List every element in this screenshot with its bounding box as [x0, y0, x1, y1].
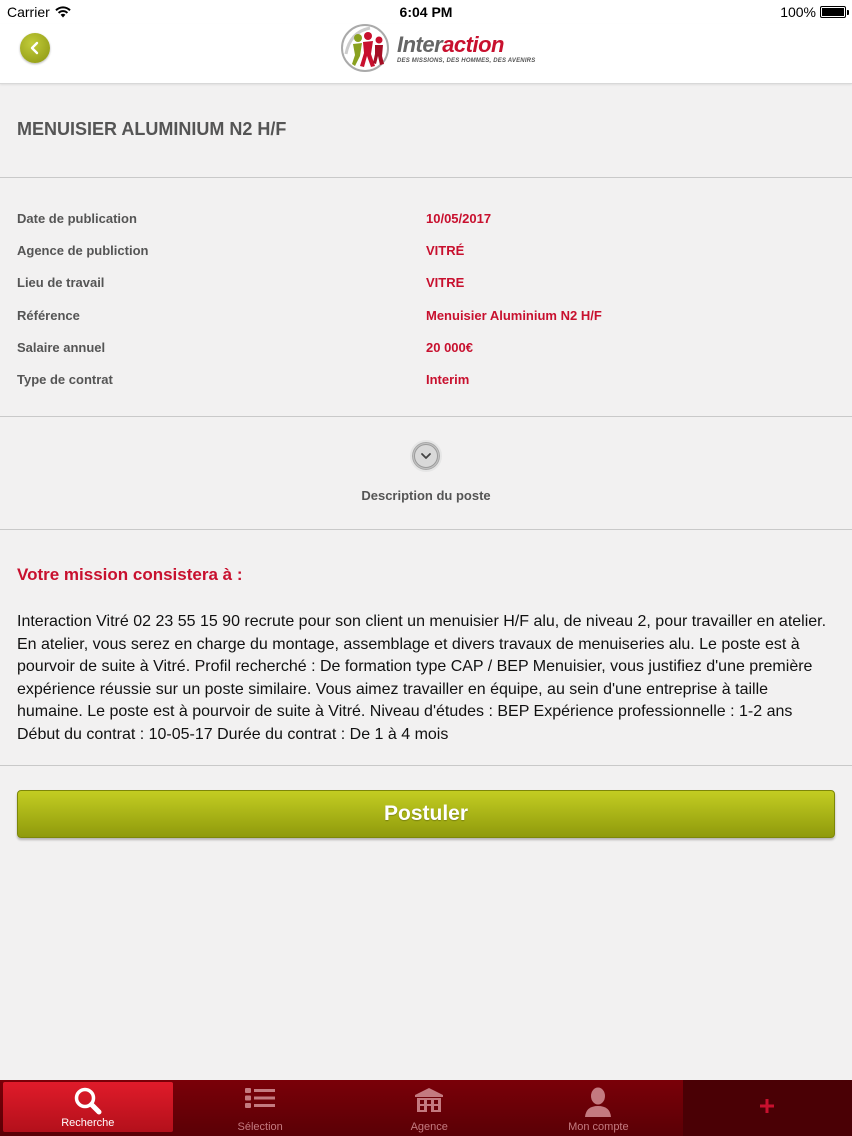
logo-tagline: DES MISSIONS, DES HOMMES, DES AVENIRS — [397, 58, 536, 64]
battery-icon — [820, 6, 846, 18]
logo-wordmark-prefix: Inter — [397, 32, 443, 57]
detail-row-date — [0, 205, 852, 237]
job-title: MENUISIER ALUMINIUM N2 H/F — [17, 119, 287, 139]
plus-icon — [759, 1098, 775, 1114]
navigation-bar — [0, 24, 852, 84]
tab-label: Sélection — [237, 1121, 283, 1133]
expand-description-button[interactable] — [410, 440, 442, 472]
back-button[interactable] — [20, 33, 50, 63]
logo-wordmark — [397, 32, 504, 58]
tab-selection[interactable] — [176, 1080, 345, 1136]
tab-label: Recherche — [61, 1117, 115, 1129]
detail-label: Lieu de travail — [17, 275, 105, 291]
description-toggle-label: Description du poste — [361, 488, 491, 503]
status-bar — [0, 0, 852, 24]
list-icon — [244, 1086, 276, 1110]
detail-value: Menuisier Aluminium N2 H/F — [426, 307, 602, 323]
divider — [0, 529, 852, 530]
tab-label: Agence — [410, 1121, 448, 1133]
tab-agence[interactable] — [345, 1080, 514, 1136]
detail-label: Référence — [17, 307, 80, 323]
tab-bar — [0, 1080, 852, 1136]
detail-label: Agence de publiction — [17, 243, 149, 259]
tab-more[interactable] — [683, 1080, 852, 1136]
detail-value: 20 000€ — [426, 339, 473, 355]
clock: 6:04 PM — [399, 4, 453, 20]
detail-value: 10/05/2017 — [426, 211, 492, 226]
job-details-list — [0, 205, 852, 398]
mission-description: Interaction Vitré 02 23 55 15 90 recrute pour son client un menuisier H/F alu, de niveau 2, pour travailler en atelier. En atelier, vous serez en charge du montage, assemblage et divers travaux de menuiseries alu. Le poste est à pourvoir de suite à Vitré. Profil recherché : De formation type CAP / BEP Menuisier, vous justifiez d'une première expérience réussie sur un poste similaire. Vous aimez travailler en équipe, au sein d'une entreprise à taille humaine. Le poste est à pourvoir de suite à Vitré. Niveau d'études : BEP Expérience professionnelle : 1-2 ans Début du contrat : 10-05-17 Durée du contrat : De 1 à 4 mois — [17, 613, 827, 743]
battery-percent: 100% — [780, 4, 816, 20]
logo-wordmark-suffix: action — [442, 32, 504, 57]
detail-row-reference — [0, 302, 852, 334]
detail-row-location — [0, 269, 852, 301]
mission-heading: Votre mission consistera à : — [17, 565, 243, 584]
detail-value: VITRÉ — [426, 243, 465, 259]
detail-label: Date de publication — [17, 211, 137, 226]
apply-button[interactable]: Postuler — [17, 790, 835, 838]
detail-label: Salaire annuel — [17, 339, 106, 355]
tab-recherche[interactable] — [3, 1082, 173, 1132]
detail-row-agency — [0, 237, 852, 269]
tab-label: Mon compte — [568, 1121, 629, 1133]
battery-status — [780, 4, 846, 20]
building-icon — [414, 1086, 444, 1114]
detail-row-contract-type — [0, 366, 852, 398]
divider — [0, 765, 852, 766]
tab-mon-compte[interactable] — [514, 1080, 683, 1136]
chevron-left-icon — [28, 41, 42, 55]
chevron-down-icon — [420, 451, 432, 461]
logo-mark-icon — [340, 24, 392, 74]
carrier-label: Carrier — [7, 4, 50, 20]
search-icon — [73, 1086, 103, 1116]
detail-value: Interim — [426, 371, 470, 387]
divider — [0, 177, 852, 178]
description-toggle[interactable] — [0, 417, 852, 529]
detail-row-salary — [0, 334, 852, 366]
detail-value: VITRE — [426, 275, 465, 291]
interaction-logo — [340, 24, 536, 74]
detail-label: Type de contrat — [17, 371, 113, 387]
person-icon — [583, 1086, 613, 1118]
